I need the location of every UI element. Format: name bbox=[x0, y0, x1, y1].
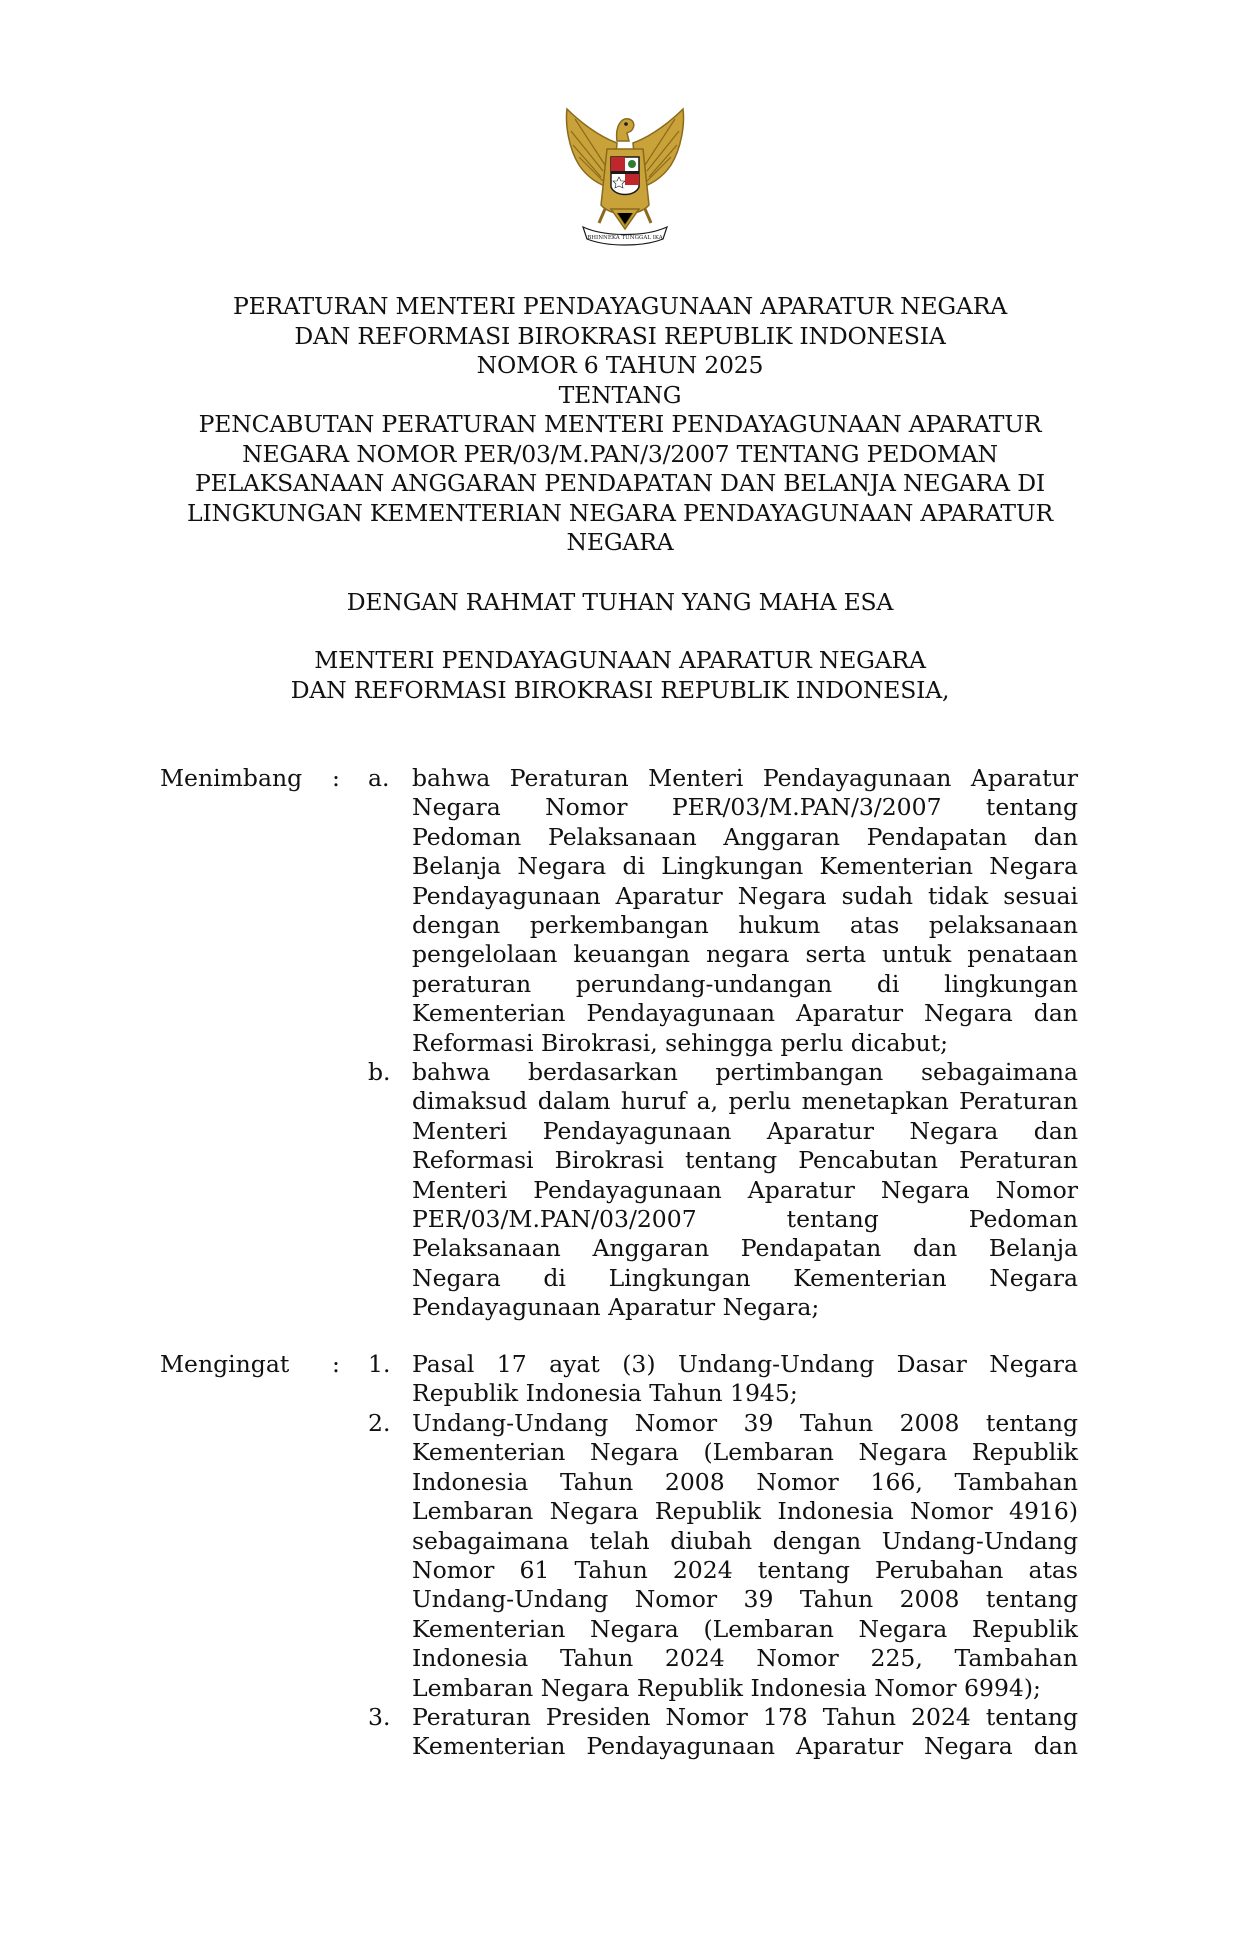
emblem-motto: BHINNEKA TUNGGAL IKA bbox=[587, 235, 663, 241]
item-marker: a. bbox=[368, 764, 390, 792]
text-line: Negara di Lingkungan Kementerian Negara bbox=[412, 1263, 1078, 1292]
title-line: PELAKSANAAN ANGGARAN PENDAPATAN DAN BELANJA NEGARA DI bbox=[195, 469, 1045, 497]
title-line: PENCABUTAN PERATURAN MENTERI PENDAYAGUNAAN APARATUR bbox=[198, 410, 1042, 438]
section-colon: : bbox=[332, 764, 340, 792]
text-line: Pelaksanaan Anggaran Pendapatan dan Belanja bbox=[412, 1234, 1078, 1263]
title-line: NOMOR 6 TAHUN 2025 bbox=[476, 351, 764, 379]
text-line: bahwa berdasarkan pertimbangan sebagaimana bbox=[412, 1058, 1078, 1086]
text-line: Indonesia Tahun 2024 Nomor 225, Tambahan bbox=[412, 1644, 1078, 1673]
minister-line: DAN REFORMASI BIROKRASI REPUBLIK INDONESIA, bbox=[290, 675, 950, 704]
garuda-pancasila-icon bbox=[555, 105, 695, 250]
text-line: peraturan perundang-undangan di lingkungan bbox=[412, 969, 1078, 998]
text-line: Reformasi Birokrasi tentang Pencabutan Peraturan bbox=[412, 1146, 1078, 1175]
text-line: Kementerian Negara (Lembaran Negara Republik bbox=[412, 1614, 1078, 1643]
text-line: Peraturan Presiden Nomor 178 Tahun 2024 tentang bbox=[412, 1703, 1078, 1731]
text-line: Pasal 17 ayat (3) Undang-Undang Dasar Negara bbox=[412, 1350, 1078, 1378]
item-text bbox=[412, 1350, 1078, 1409]
text-line: pengelolaan keuangan negara serta untuk penataan bbox=[412, 940, 1078, 969]
section-colon: : bbox=[332, 1350, 340, 1378]
text-line: Kementerian Negara (Lembaran Negara Republik bbox=[412, 1438, 1078, 1467]
text-line: sebagaimana telah diubah dengan Undang-Undang bbox=[412, 1526, 1078, 1555]
minister-heading bbox=[150, 646, 1090, 705]
text-line: bahwa Peraturan Menteri Pendayagunaan Aparatur bbox=[412, 764, 1078, 792]
text-line: dengan perkembangan hukum atas pelaksanaan bbox=[412, 910, 1078, 939]
text-line: Indonesia Tahun 2008 Nomor 166, Tambahan bbox=[412, 1467, 1078, 1496]
text-line: Belanja Negara di Lingkungan Kementerian Negara bbox=[412, 852, 1078, 881]
garuda-emblem bbox=[555, 105, 695, 250]
text-line: dimaksud dalam huruf a, perlu menetapkan Peraturan bbox=[412, 1087, 1078, 1116]
text-line: Kementerian Pendayagunaan Aparatur Negara dan bbox=[412, 999, 1078, 1028]
text-line: Nomor 61 Tahun 2024 tentang Perubahan atas bbox=[412, 1555, 1078, 1584]
text-line: PER/03/M.PAN/03/2007 tentang Pedoman bbox=[412, 1204, 1078, 1233]
text-line: Menteri Pendayagunaan Aparatur Negara Nomor bbox=[412, 1175, 1078, 1204]
blessing-text: DENGAN RAHMAT TUHAN YANG MAHA ESA bbox=[346, 588, 894, 616]
text-line: Pendayagunaan Aparatur Negara sudah tidak sesuai bbox=[412, 881, 1078, 910]
text-line: Pedoman Pelaksanaan Anggaran Pendapatan dan bbox=[412, 822, 1078, 851]
title-line: LINGKUNGAN KEMENTERIAN NEGARA PENDAYAGUNAAN APARATUR bbox=[187, 498, 1053, 527]
title-line: NEGARA bbox=[566, 528, 674, 556]
item-marker: 1. bbox=[368, 1350, 391, 1378]
title-line: DAN REFORMASI BIROKRASI REPUBLIK INDONESIA bbox=[294, 321, 946, 350]
regulation-title bbox=[150, 292, 1090, 558]
title-line: TENTANG bbox=[558, 380, 682, 409]
title-line: NEGARA NOMOR PER/03/M.PAN/3/2007 TENTANG PEDOMAN bbox=[242, 439, 998, 468]
text-line: Undang-Undang Nomor 39 Tahun 2008 tentang bbox=[412, 1585, 1078, 1614]
section-label: Menimbang bbox=[160, 764, 303, 792]
item-text bbox=[412, 1409, 1078, 1703]
blessing-line bbox=[150, 588, 1090, 618]
text-line: Republik Indonesia Tahun 1945; bbox=[412, 1379, 798, 1408]
text-line: Lembaran Negara Republik Indonesia Nomor 6994); bbox=[412, 1673, 1041, 1702]
item-text bbox=[412, 1703, 1078, 1762]
text-line: Menteri Pendayagunaan Aparatur Negara dan bbox=[412, 1116, 1078, 1145]
item-text bbox=[412, 1058, 1078, 1323]
text-line: Negara Nomor PER/03/M.PAN/3/2007 tentang bbox=[412, 793, 1078, 822]
text-line: Pendayagunaan Aparatur Negara; bbox=[412, 1293, 820, 1322]
item-marker: 3. bbox=[368, 1703, 391, 1731]
text-line: Reformasi Birokrasi, sehingga perlu dicabut; bbox=[412, 1028, 949, 1057]
title-line: PERATURAN MENTERI PENDAYAGUNAAN APARATUR NEGARA bbox=[232, 292, 1008, 320]
text-line: Kementerian Pendayagunaan Aparatur Negara dan bbox=[412, 1732, 1078, 1761]
item-marker: b. bbox=[368, 1058, 391, 1086]
minister-line: MENTERI PENDAYAGUNAAN APARATUR NEGARA bbox=[314, 646, 926, 674]
item-marker: 2. bbox=[368, 1409, 391, 1437]
item-text bbox=[412, 764, 1078, 1058]
text-line: Lembaran Negara Republik Indonesia Nomor 4916) bbox=[412, 1497, 1078, 1526]
section-label: Mengingat bbox=[160, 1350, 290, 1378]
text-line: Undang-Undang Nomor 39 Tahun 2008 tentang bbox=[412, 1409, 1078, 1437]
